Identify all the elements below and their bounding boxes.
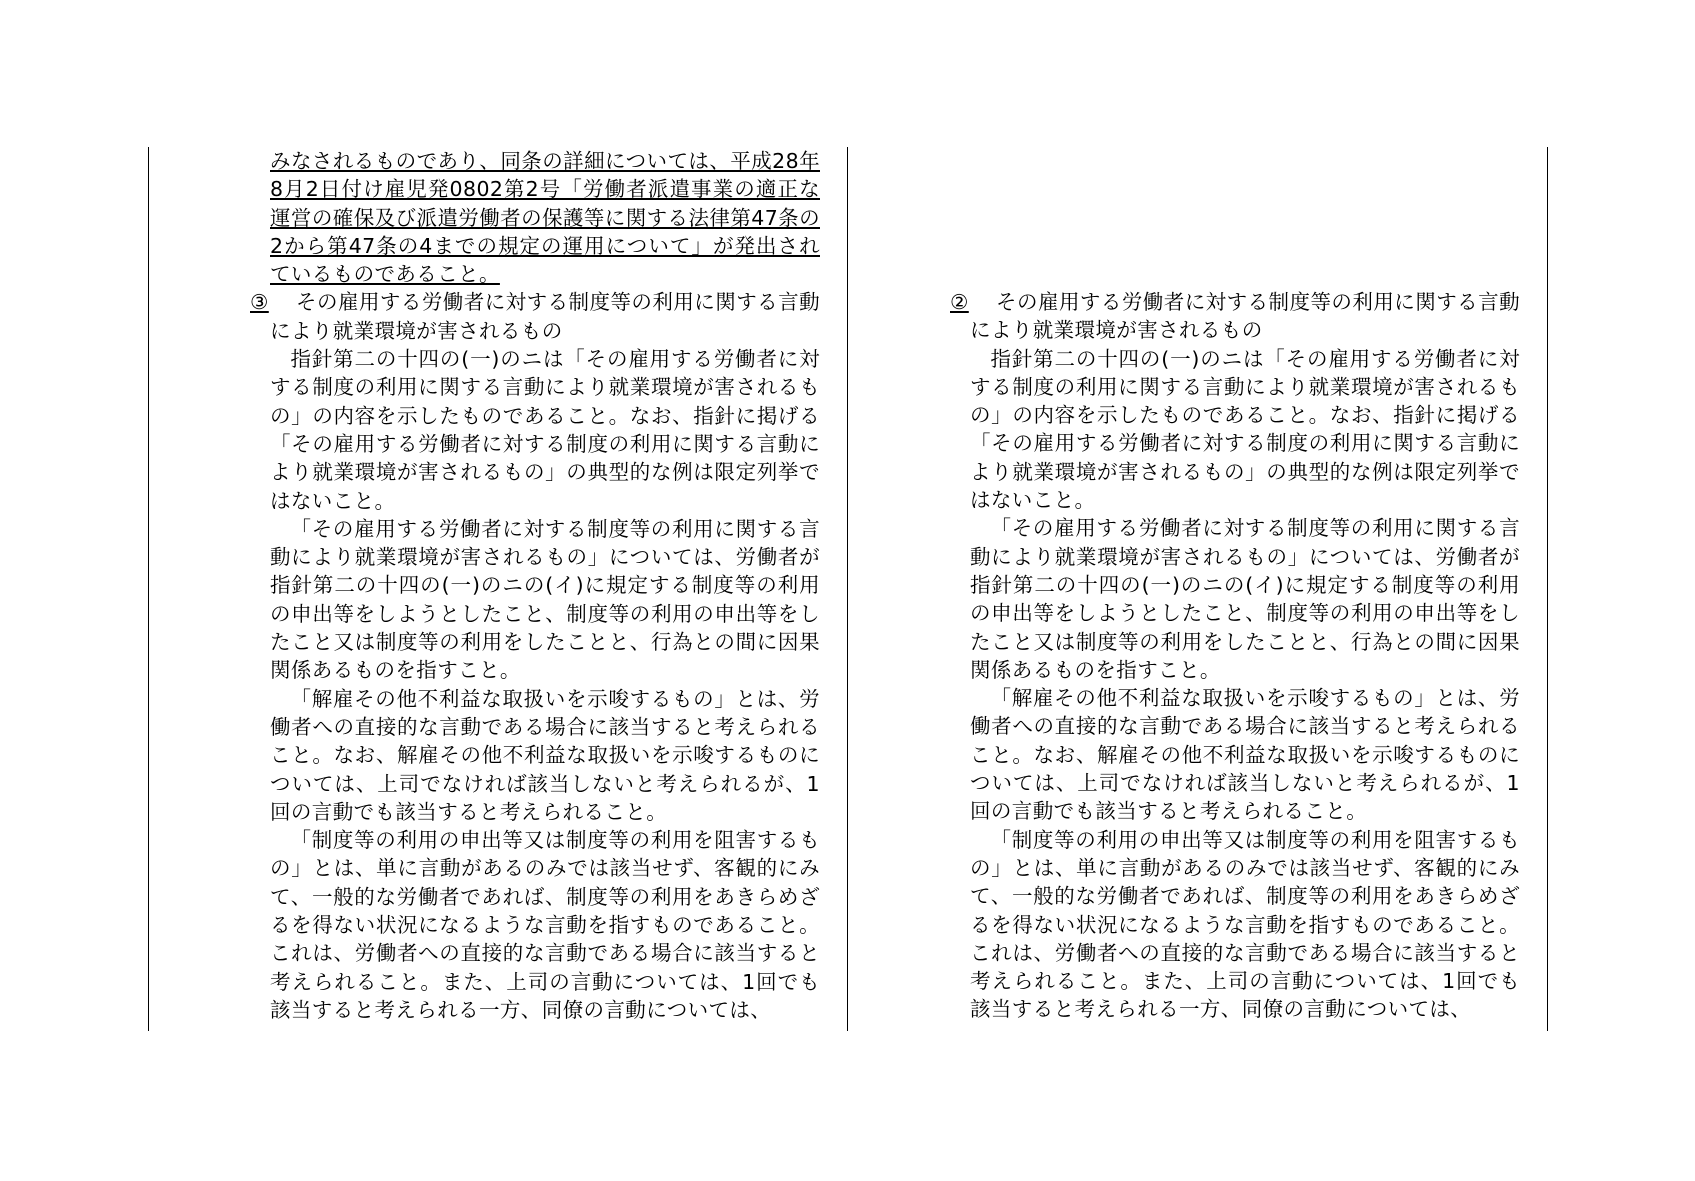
paragraph: 「制度等の利用の申出等又は制度等の利用を阻害するもの」とは、単に言動があるのみでは該当せず、客観的にみて、一般的な労働者であれば、制度等の利用をあきらめざるを得ない状況になるような言動を指すものであること。これは、労働者への直接的な言動である場合に該当すると考えられること。また、上司の言動については、1回でも該当すると考えられる一方、同僚の言動については、 — [270, 828, 820, 1022]
paragraph: 「解雇その他不利益な取扱いを示唆するもの」とは、労働者への直接的な言動である場合に該当すると考えられること。なお、解雇その他不利益な取扱いを示唆するものについては、上司でなければ該当しないと考えられるが、1回の言動でも該当すると考えられること。 — [270, 686, 820, 824]
item-body — [950, 345, 1520, 1024]
center-divider-rule — [847, 147, 848, 1031]
paragraph: 指針第二の十四の(一)のニは「その雇用する労働者に対する制度の利用に関する言動により就業環境が害されるもの」の内容を示したものであること。なお、指針に掲げる「その雇用する労働者に対する制度の利用に関する言動により就業環境が害されるもの」の典型的な例は限定列挙ではないこと。 — [270, 347, 820, 513]
paragraph: 「制度等の利用の申出等又は制度等の利用を阻害するもの」とは、単に言動があるのみでは該当せず、客観的にみて、一般的な労働者であれば、制度等の利用をあきらめざるを得ない状況になるような言動を指すものであること。これは、労働者への直接的な言動である場合に該当すると考えられること。また、上司の言動については、1回でも該当すると考えられる一方、同僚の言動については、 — [970, 827, 1520, 1022]
left-margin-rule — [148, 147, 149, 1031]
right-margin-rule — [1547, 147, 1548, 1031]
paragraph: 「解雇その他不利益な取扱いを示唆するもの」とは、労働者への直接的な言動である場合に該当すると考えられること。なお、解雇その他不利益な取扱いを示唆するものについては、上司でなければ該当しないと考えられるが、1回の言動でも該当すると考えられること。 — [970, 686, 1520, 824]
item-heading — [950, 288, 1520, 345]
underlined-continuation: みなされるものであり、同条の詳細については、平成28年8月2日付け雇児発0802第2号「労働者派遣事業の適正な運営の確保及び派遣労働者の保護等に関する法律第47条の2から第47条の4までの規定の運用について」が発出されているものであること。 — [270, 149, 820, 287]
right-column — [950, 288, 1520, 1024]
paragraph: 「その雇用する労働者に対する制度等の利用に関する言動により就業環境が害されるもの」については、労働者が指針第二の十四の(一)のニの(イ)に規定する制度等の利用の申出等をしようとしたこと、制度等の利用の申出等をしたこと又は制度等の利用をしたことと、行為との間に因果関係あるものを指すこと。 — [970, 516, 1520, 682]
item-number: ② — [950, 290, 969, 314]
paragraph: 「その雇用する労働者に対する制度等の利用に関する言動により就業環境が害されるもの」については、労働者が指針第二の十四の(一)のニの(イ)に規定する制度等の利用の申出等をしようとしたこと、制度等の利用の申出等をしたこと又は制度等の利用をしたことと、行為との間に因果関係あるものを指すこと。 — [270, 516, 820, 683]
item-number: ③ — [250, 290, 269, 315]
item-title: その雇用する労働者に対する制度等の利用に関する言動により就業環境が害されるもの — [270, 290, 820, 343]
item-body — [250, 345, 820, 1024]
item-title: その雇用する労働者に対する制度等の利用に関する言動により就業環境が害されるもの — [970, 290, 1520, 343]
item-heading — [250, 288, 820, 345]
paragraph: 指針第二の十四の(一)のニは「その雇用する労働者に対する制度の利用に関する言動により就業環境が害されるもの」の内容を示したものであること。なお、指針に掲げる「その雇用する労働者に対する制度の利用に関する言動により就業環境が害されるもの」の典型的な例は限定列挙ではないこと。 — [970, 346, 1520, 513]
left-column — [250, 147, 820, 1024]
